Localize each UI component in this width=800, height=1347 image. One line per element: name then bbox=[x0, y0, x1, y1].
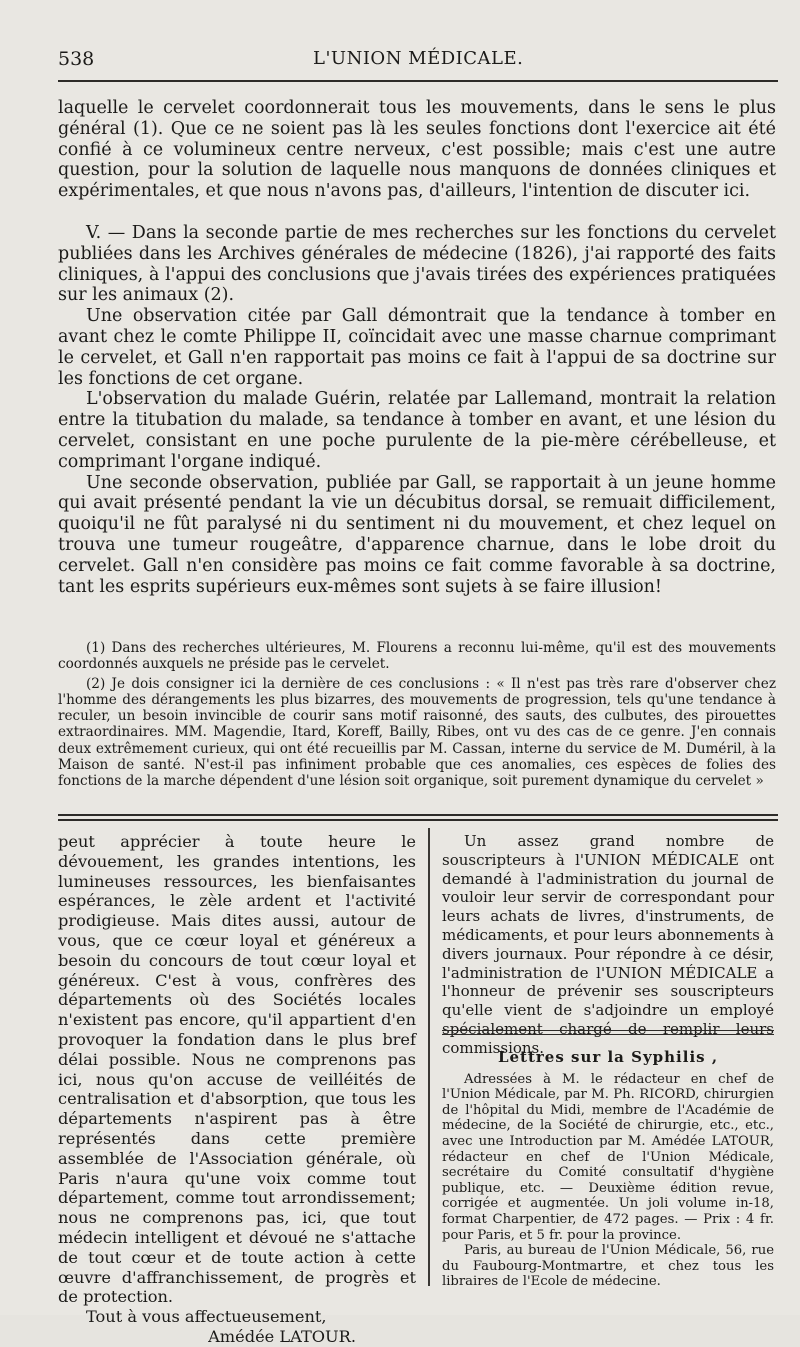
closing-line: Tout à vous affectueusement, bbox=[86, 1307, 327, 1327]
right-column bbox=[442, 832, 774, 1058]
paragraph: L'observation du malade Guérin, relatée par Lallemand, montrait la relation entre la titubation du malade, sa tendance à tomber en avant, et une lésion du cervelet, consistant en une poche purulente de la pie-mère cérébelleuse, et comprimant l'organe indiqué. bbox=[58, 389, 776, 472]
left-column bbox=[58, 832, 416, 1347]
header-rule bbox=[58, 80, 778, 82]
signature: Amédée LATOUR. bbox=[208, 1326, 356, 1346]
paragraph: Une seconde observation, publiée par Gall, se rapportait à un jeune homme qui avait présenté pendant la vie un décubitus dorsal, se remuait difficilement, quoiqu'il ne fût paralysé ni du sentiment ni du mouvement, et chez lequel on trouva une tumeur rougeâtre, d'apparence charnue, dans le lobe droit du cervelet. Gall n'en considère pas moins ce fait comme favorable à sa doctrine, tant les esprits supérieurs eux-mêmes sont sujets à se faire illusion! bbox=[58, 472, 776, 597]
advertisement-text: Adressées à M. le rédacteur en chef de l'Union Médicale, par M. Ph. RICORD, chirurgien de l'hôpital du Midi, membre de l'Académie de médecine, de la Société de chirurgie, etc., etc., avec une Introduction par M. Amédée LATOUR, rédacteur en chef de l'Union Médicale, secrétaire du Comité consultatif d'hygiène publique, etc. — Deuxième édition revue, corrigée et augmentée. Un joli volume in-18, format Charpentier, de 472 pages. — Prix : 4 fr. pour Paris, et 5 fr. pour la province. bbox=[442, 1071, 774, 1243]
book-advertisement bbox=[442, 1050, 774, 1290]
column-divider bbox=[428, 828, 430, 1286]
paragraph: V. — Dans la seconde partie de mes recherches sur les fonctions du cervelet publiées dans les Archives générales de médecine (1826), j'ai rapporté des faits cliniques, à l'appui des conclusions que j'avais tirées des expériences pratiquées sur les animaux (2). bbox=[58, 222, 776, 306]
paragraph: Une observation citée par Gall démontrait que la tendance à tomber en avant chez le comte Philippe II, coïncidait avec une masse charnue comprimant le cervelet, et Gall n'en rapportait pas moins ce fait à l'appui de sa doctrine sur les fonctions de cet organe. bbox=[58, 306, 776, 389]
page-header bbox=[58, 48, 778, 74]
running-title: L'UNION MÉDICALE. bbox=[313, 48, 524, 69]
notice-text: Un assez grand nombre de souscripteurs à l'UNION MÉDICALE ont demandé à l'administration du journal de vouloir leur servir de correspondant pour leurs achats de livres, d'instruments, de médicaments, et pour leurs abonnements à divers journaux. Pour répondre à ce désir, l'administration de l'UNION MÉDICALE a l'honneur de prévenir ses souscripteurs qu'elle vient de s'adjoindre un employé spécialement chargé de remplir leurs commissions. bbox=[442, 832, 774, 1057]
section-rule bbox=[58, 819, 778, 821]
notice-rule bbox=[442, 1034, 774, 1035]
section-rule bbox=[58, 814, 778, 816]
footnote: (1) Dans des recherches ultérieures, M. Flourens a reconnu lui-même, qu'il est des mouvements coordonnés auxquels ne préside pas le cervelet. bbox=[58, 640, 776, 673]
advertisement-address: Paris, au bureau de l'Union Médicale, 56, rue du Faubourg-Montmartre, et chez tous les libraires de l'Ecole de médecine. bbox=[442, 1243, 774, 1290]
advertisement-title: Lettres sur la Syphilis , bbox=[497, 1048, 719, 1066]
page-number: 538 bbox=[58, 48, 95, 70]
footnotes bbox=[58, 640, 776, 793]
main-text bbox=[58, 98, 776, 597]
footnote: (2) Je dois consigner ici la dernière de ces conclusions : « Il n'est pas très rare d'observer chez l'homme des dérangements les plus bizarres, des mouvements de progression, tels qu'une tendance à reculer, un besoin invincible de courir sans motif raisonné, des sauts, des culbutes, des pirouettes extraordinaires. MM. Magendie, Itard, Koreff, Bailly, Ribes, ont vu des cas de ce genre. J'en connais deux extrêmement curieux, qui ont été recueillis par M. Cassan, interne du service de M. Duméril, à la Maison de santé. N'est-il pas infiniment probable que ces anomalies, ces espèces de folies des fonctions de la marche dépendent d'une lésion soit organique, soit purement dynamique du cervelet » bbox=[58, 675, 776, 790]
column-text: peut apprécier à toute heure le dévouement, les grandes intentions, les lumineuses ressources, les bienfaisantes espérances, le zèle ardent et l'activité prodigieuse. Mais dites aussi, autour de vous, que ce cœur loyal et généreux a besoin du concours de tout cœur loyal et généreux. C'est à vous, confrères des départements où des Sociétés locales n'existent pas encore, qu'il appartient d'en provoquer la fondation dans le plus bref délai possible. Nous ne comprenons pas ici, nous qu'on accuse de veilléités de centralisation et d'absorption, que tous les départements n'aspirent pas à être représentés dans cette première assemblée de l'Association générale, où Paris n'aura qu'une voix comme tout département, comme tout arrondissement; nous ne comprenons pas, ici, que tout médecin intelligent et dévoué ne s'attache de tout cœur et de toute action à cette œuvre d'affranchissement, de progrès et de protection. bbox=[58, 832, 416, 1307]
paragraph: laquelle le cervelet coordonnerait tous les mouvements, dans le sens le plus général (1). Que ce ne soient pas là les seules fonctions dont l'exercice ait été confié à ce volumineux centre nerveux, c'est possible; mais c'est une autre question, pour la solution de laquelle nous manquons de données cliniques et expérimentales, et que nous n'avons pas, d'ailleurs, l'intention de discuter ici. bbox=[58, 98, 776, 202]
notice-rule bbox=[442, 1030, 774, 1031]
